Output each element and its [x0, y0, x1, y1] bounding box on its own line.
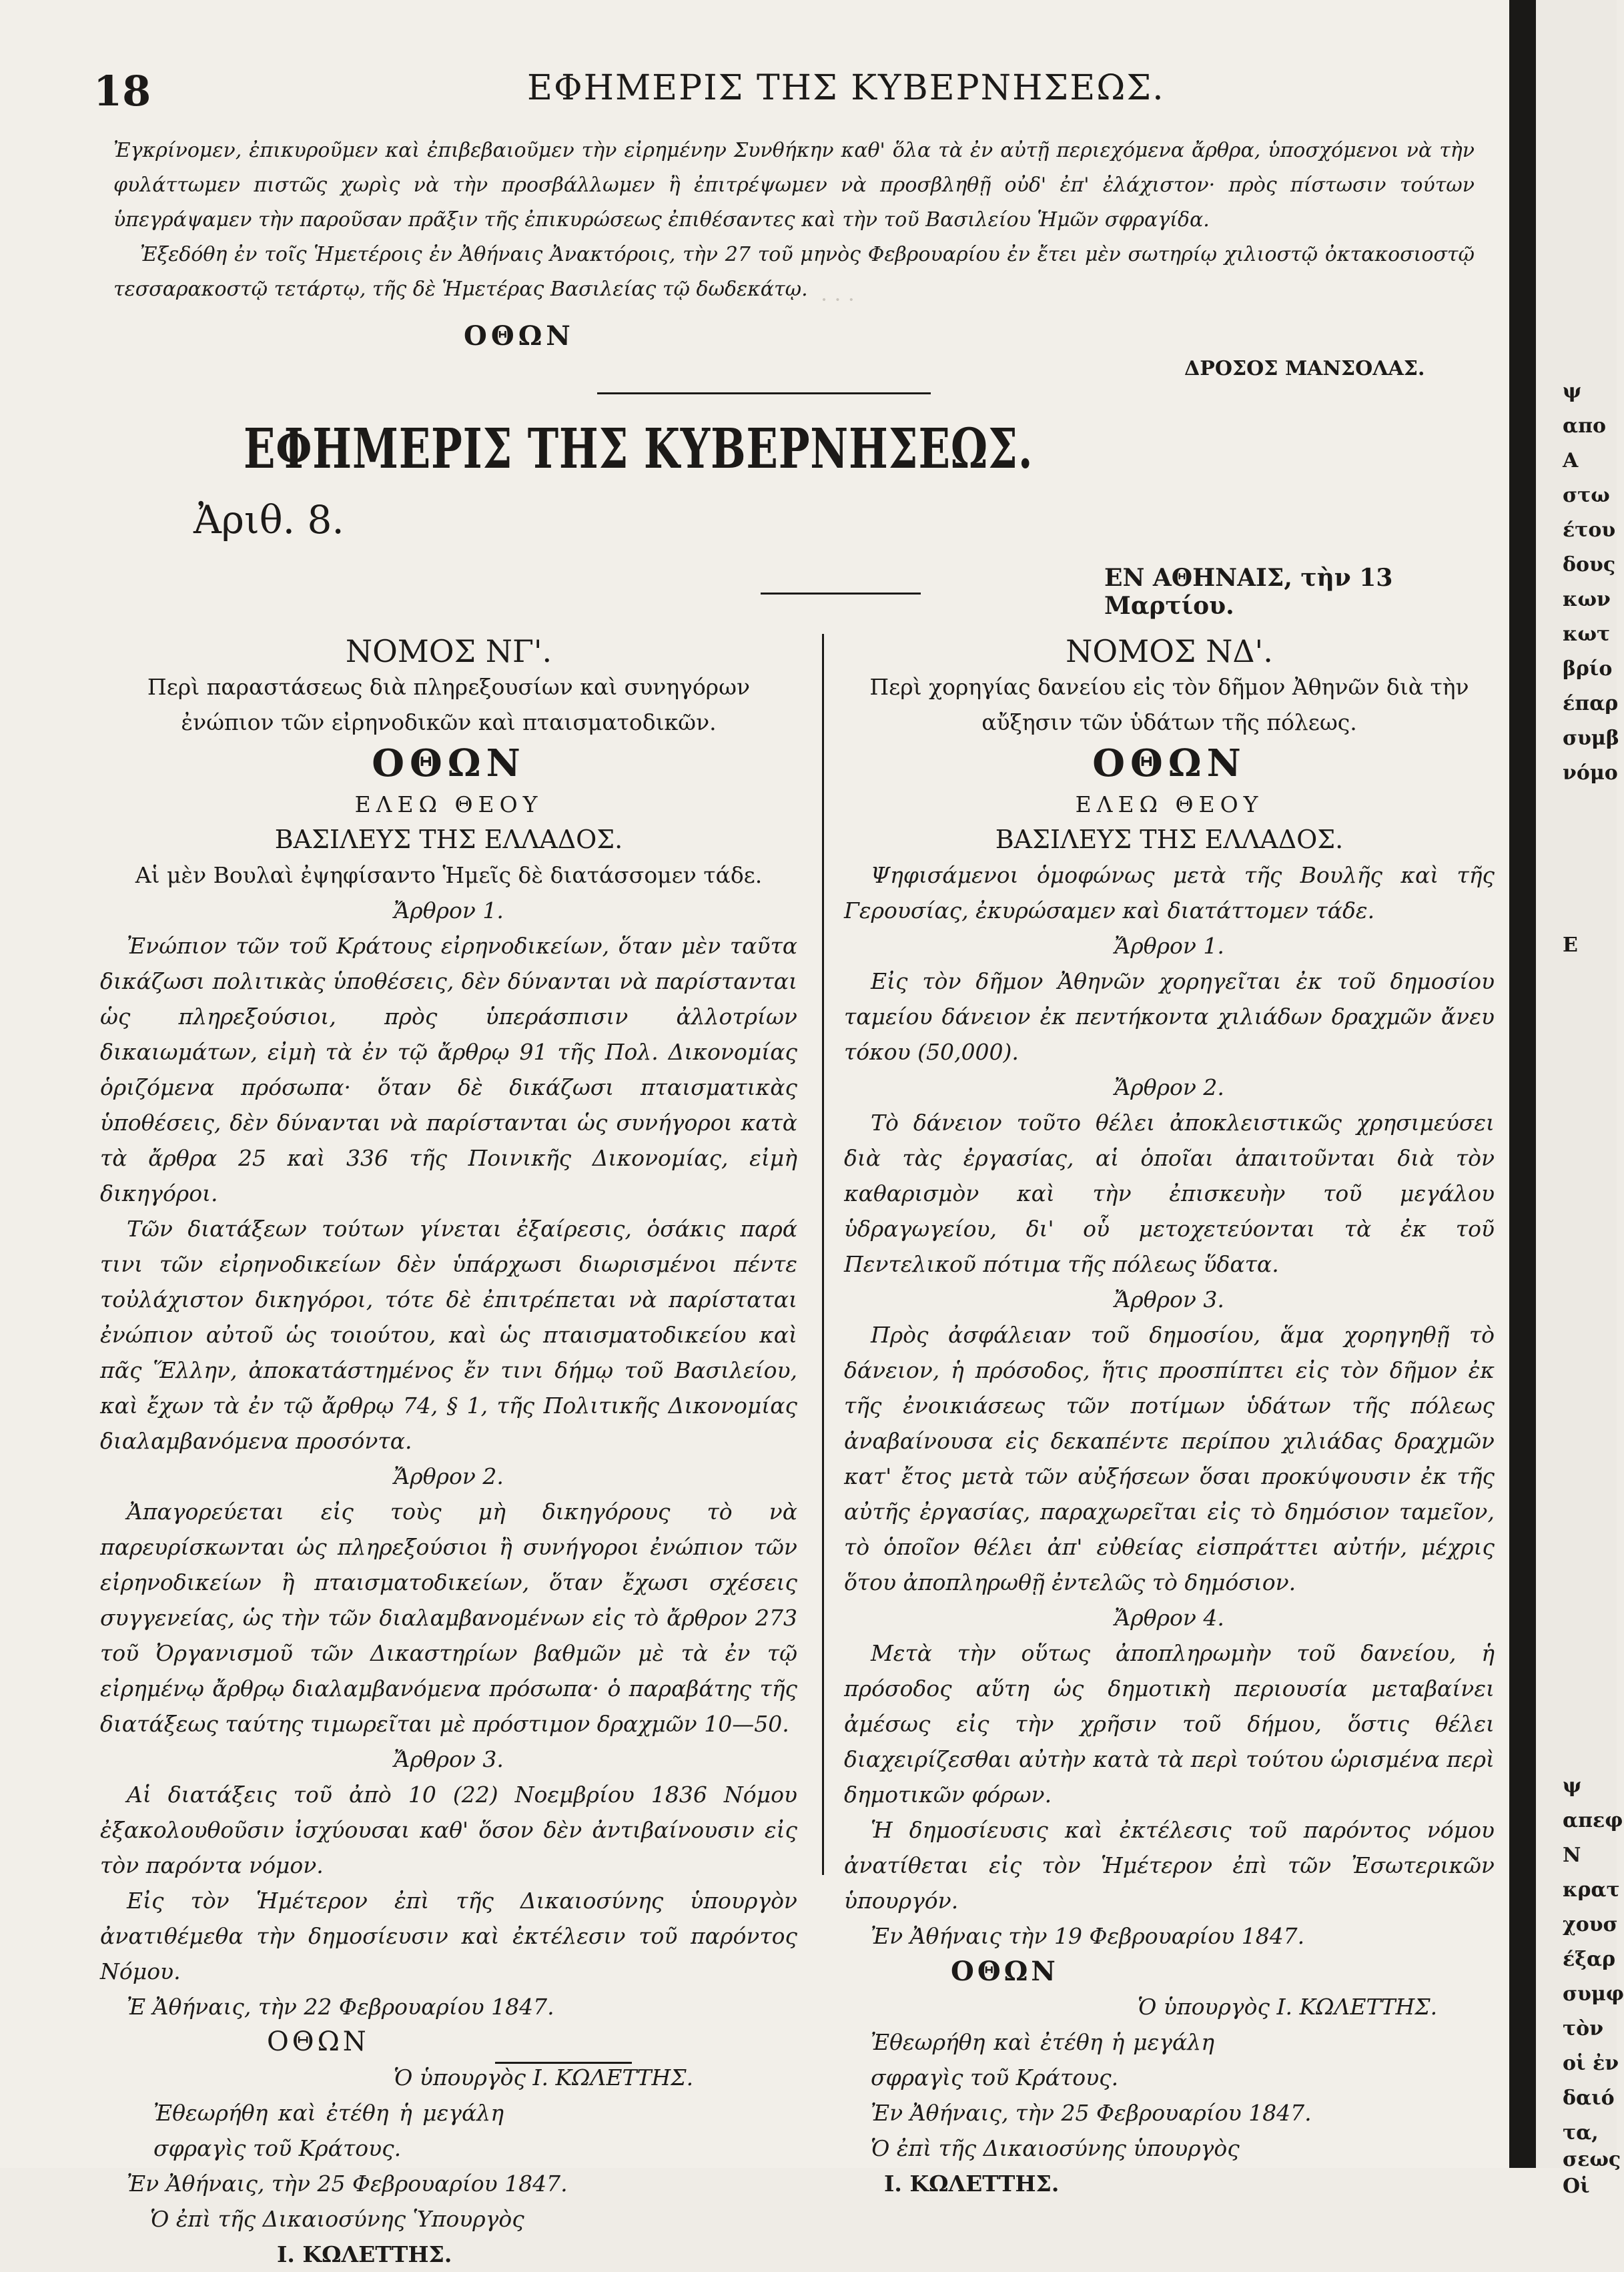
article-text: Τῶν διατάξεων τούτων γίνεται ἐξαίρεσις, ὁσάκις παρά τινι τῶν εἰρηνοδικείων δὲν ὑπάρχωσι διωρισμένοι πέντε τοὐλάχιστον δικηγόροι, τότε δὲ ἐπιτρέπεται νὰ παρίσταται ἐνώπιον αὐτοῦ ὡς τοιούτου, καὶ ὡς πταισματοδικείου καὶ πᾶς Ἕλλην, ἀποκατάστημένος ἔν τινι δήμῳ τοῦ Βασιλείου, καὶ ἔχων τὰ ἐν τῷ ἄρθρῳ 74, § 1, τῆς Πολιτικῆς Δικονομίας διαλαμβανόμενα προσόντα. [100, 1216, 797, 1454]
fragment: κων [1563, 588, 1611, 611]
by-grace-of-god: ΕΛΕΩ ΘΕΟΥ [354, 791, 543, 817]
king-signature: ΟΘΩΝ [464, 320, 574, 352]
fragment: βρίο [1563, 657, 1613, 681]
justice-minister-name: Ι. ΚΩΛΕΤΤΗΣ. [277, 2241, 452, 2267]
fragment: νόμο [1563, 761, 1618, 785]
fragment: έτου [1563, 518, 1616, 542]
signing-date: Ἐ Ἀθήναις, τὴν 22 Φεβρουαρίου 1847. [127, 1994, 554, 2020]
fragment: τὸν [1563, 2017, 1604, 2040]
adjacent-page-edge [1536, 0, 1624, 2198]
fragment: δαιό [1563, 2087, 1615, 2110]
minister-signature: Ὁ ὑπουργὸς Ι. ΚΩΛΕΤΤΗΣ. [1138, 1994, 1438, 2020]
article-text: Εἰς τὸν Ἡμέτερον ἐπὶ τῆς Δικαιοσύνης ὑπουργὸν ἀνατιθέμεθα τὴν δημοσίευσιν καὶ ἐκτέλεσιν τοῦ παρόντος Νόμου. [100, 1888, 797, 1984]
fragment: ψ [1563, 380, 1582, 403]
fragment: οἱ ἐν [1563, 2052, 1619, 2075]
column-divider [822, 634, 824, 1875]
end-rule [495, 2062, 632, 2064]
masthead-divider [761, 593, 921, 595]
issue-number: Ἀριθ. 8. [193, 497, 344, 542]
law-53-column [100, 634, 797, 2272]
law-subtitle: Περὶ χορηγίας δανείου εἰς τὸν δῆμον Ἀθηνῶν διὰ τὴν αὔξησιν τῶν ὑδάτων τῆς πόλεως. [869, 674, 1469, 735]
page-number: 18 [93, 67, 151, 115]
article-heading: Ἄρθρον 3. [1114, 1286, 1224, 1312]
fragment: Ε [1563, 933, 1578, 957]
law-title: ΝΟΜΟΣ ΝΓ'. [345, 633, 552, 669]
fragment: Οἱ [1563, 2175, 1590, 2198]
ratification-paragraph: Ἐγκρίνομεν, ἐπικυροῦμεν καὶ ἐπιβεβαιοῦμεν τὴν εἰρημένην Συνθήκην καθ' ὅλα τὰ ἐν αὐτῇ περιεχόμενα ἄρθρα, ὑποσχόμενοι νὰ τὴν φυλάττωμεν πιστῶς χωρὶς νὰ τὴν προσβάλλωμεν ἢ ἐπιτρέψωμεν νὰ προσβληθῇ οὐδ' ἐπ' ἐλάχιστον· πρὸς πίστωσιν τούτων ὑπεγράψαμεν τὴν παροῦσαν πρᾶξιν τῆς ἐπικυρώσεως ἐπιθέσαντες καὶ τὴν τοῦ Βασιλείου Ἡμῶν σφραγίδα. [113, 139, 1475, 232]
article-heading: Ἄρθρον 2. [1114, 1074, 1224, 1100]
king-name: ΟΘΩΝ [372, 741, 526, 785]
fragment: ψ [1563, 1774, 1582, 1798]
bleed-through-text: · · · [821, 287, 855, 312]
fragment: συμβ [1563, 727, 1619, 750]
issuance-paragraph: Ἐξεδόθη ἐν τοῖς Ἡμετέροις ἐν Ἀθήναις Ἀνακτόροις, τὴν 27 τοῦ μηνὸς Φεβρουαρίου ἐν ἔτει μὲν σωτηρίῳ χιλιοστῷ ὀκτακοσιοστῷ τεσσαρακοστῷ τετάρτῳ, τῆς δὲ Ἡμετέρας Βασιλείας τῷ δωδεκάτῳ. [113, 243, 1475, 301]
king-title: ΒΑΣΙΛΕΥΣ ΤΗΣ ΕΛΛΑΔΟΣ. [995, 825, 1344, 854]
enacting-clause: Ψηφισάμενοι ὁμοφώνως μετὰ τῆς Βουλῆς καὶ τῆς Γερουσίας, ἐκυρώσαμεν καὶ διατάττομεν τάδε. [844, 862, 1495, 923]
justice-minister-title: Ὁ ἐπὶ τῆς Δικαιοσύνης ὑπουργὸς [871, 2135, 1240, 2161]
section-divider [597, 392, 931, 394]
masthead-title: ΕΦΗΜΕΡΙΣ ΤΗΣ ΚΥΒΕΡΝΗΣΕΩΣ. [244, 417, 1034, 481]
seal-note: Ἐθεωρήθη καὶ ἐτέθη ἡ μεγάλη σφραγὶς τοῦ Κράτους. [871, 2029, 1214, 2091]
fragment: κρατ [1563, 1878, 1620, 1902]
justice-minister-title: Ὁ ἐπὶ τῆς Δικαιοσύνης Ὑπουργὸς [150, 2206, 524, 2232]
fragment: Ν [1563, 1844, 1581, 1867]
minister-signature: Ὁ ὑπουργὸς Ι. ΚΩΛΕΤΤΗΣ. [394, 2064, 694, 2091]
article-text: Ἀπαγορεύεται εἰς τοὺς μὴ δικηγόρους τὸ νὰ παρευρίσκωνται ὡς πληρεξούσιοι ἢ συνήγοροι ἐνώπιον τῶν εἰρηνοδικείων ἢ πταισματοδικείων, ὅταν ἔχωσι σχέσεις συγγενείας, ὡς τὴν τῶν διαλαμβανομένων εἰς τὸ ἄρθρον 273 τοῦ Ὀργανισμοῦ τῶν Δικαστηρίων βαθμῶν μὲ τὰ ἐν τῷ εἰρημένῳ ἄρθρῳ διαλαμβανόμενα πρόσωπα· ὁ παραβάτης τῆς διατάξεως ταύτης τιμωρεῖται μὲ πρόστιμον δραχμῶν 10—50. [100, 1499, 797, 1737]
issue-date: ΕΝ ΑΘΗΝΑΙΣ, τὴν 13 Μαρτίου. [1104, 564, 1393, 620]
king-title: ΒΑΣΙΛΕΥΣ ΤΗΣ ΕΛΛΑΔΟΣ. [274, 825, 623, 854]
article-heading: Ἄρθρον 2. [394, 1463, 504, 1489]
article-heading: Ἄρθρον 1. [1114, 933, 1224, 959]
running-header: ΕΦΗΜΕΡΙΣ ΤΗΣ ΚΥΒΕΡΝΗΣΕΩΣ. [527, 68, 1165, 108]
article-text: Μετὰ τὴν οὕτως ἀποπληρωμὴν τοῦ δανείου, ἡ πρόσοδος αὕτη ὡς δημοτικὴ περιουσία μεταβαίνει ἀμέσως εἰς τὴν χρῆσιν τοῦ δήμου, ὅστις θέλει διαχειρίζεσθαι αὐτὴν κατὰ τὰ περὶ τούτου ὡρισμένα περὶ δημοτικῶν φόρων. [844, 1640, 1495, 1808]
law-54-column [844, 634, 1495, 2201]
article-text: Πρὸς ἀσφάλειαν τοῦ δημοσίου, ἅμα χορηγηθῇ τὸ δάνειον, ἡ πρόσοδος, ἥτις προσπίπτει εἰς τὸν δῆμον ἐκ τῆς ἐνοικιάσεως τῶν ποτίμων ὑδάτων τῆς πόλεως ἀναβαίνουσα εἰς δεκαπέντε περίπου χιλιάδας δραχμῶν κατ' ἔτος μετὰ τῶν αὐξήσεων ὅσαι προκύψουσιν ἐκ τῆς αὐτῆς ἐργασίας, παραχωρεῖται εἰς τὸ δημόσιον ταμεῖον, τὸ ὁποῖον θέλει ἀπ' εὐθείας εἰσπράττει αὐτήν, μέχρις ὅτου ἀποπληρωθῇ ἐντελῶς τὸ δημόσιον. [844, 1322, 1495, 1595]
fragment: συμφ [1563, 1982, 1624, 2006]
ratification-text [113, 133, 1475, 307]
article-text: Ἡ δημοσίευσις καὶ ἐκτέλεσις τοῦ παρόντος νόμου ἀνατίθεται εἰς τὸν Ἡμέτερον ἐπὶ τῶν Ἐσωτερικῶν ὑπουργόν. [844, 1817, 1495, 1914]
article-heading: Ἄρθρον 4. [1114, 1605, 1224, 1631]
king-name: ΟΘΩΝ [1092, 741, 1246, 785]
seal-date: Ἐν Ἀθήναις, τὴν 25 Φεβρουαρίου 1847. [871, 2100, 1312, 2126]
law-subtitle: Περὶ παραστάσεως διὰ πληρεξουσίων καὶ συνηγόρων ἐνώπιον τῶν εἰρηνοδικῶν καὶ πταισματοδικῶν. [147, 674, 751, 735]
seal-date: Ἐν Ἀθήναις, τὴν 25 Φεβρουαρίου 1847. [127, 2171, 568, 2197]
justice-minister-name: Ι. ΚΩΛΕΤΤΗΣ. [884, 2171, 1060, 2197]
book-gutter [1509, 0, 1536, 2168]
minister-signature: ΔΡΟΣΟΣ ΜΑΝΣΟΛΑΣ. [1184, 357, 1425, 380]
enacting-clause: Αἱ μὲν Βουλαὶ ἐψηφίσαντο Ἡμεῖς δὲ διατάσσομεν τάδε. [135, 862, 763, 888]
fragment: απο [1563, 414, 1607, 438]
king-signature: ΟΘΩΝ [267, 2026, 370, 2057]
fragment: σεως [1563, 2148, 1621, 2171]
fragment: έξαρ [1563, 1948, 1616, 1971]
article-text: Εἰς τὸν δῆμον Ἀθηνῶν χορηγεῖται ἐκ τοῦ δημοσίου ταμείου δάνειον ἐκ πεντήκοντα χιλιάδων δραχμῶν ἄνευ τόκου (50,000). [844, 968, 1495, 1065]
article-heading: Ἄρθρον 3. [394, 1746, 504, 1772]
fragment: δους [1563, 553, 1616, 577]
law-title: ΝΟΜΟΣ ΝΔ'. [1066, 633, 1273, 669]
fragment: κωτ [1563, 623, 1611, 646]
article-text: Ἐνώπιον τῶν τοῦ Κράτους εἰρηνοδικείων, ὅταν μὲν ταῦτα δικάζωσι πολιτικὰς ὑποθέσεις, δὲν δύνανται νὰ παρίστανται ὡς πληρεξούσιοι, πρὸς ὑπεράσπισιν ἀλλοτρίων δικαιωμάτων, εἰμὴ τὰ ἐν τῷ ἄρθρῳ 91 τῆς Πολ. Δικονομίας ὁριζόμενα πρόσωπα· ὅταν δὲ δικάζωσι πταισματικὰς ὑποθέσεις, δὲν δύνανται νὰ παρίστανται ὡς συνήγοροι κατὰ τὰ ἄρθρα 25 καὶ 336 τῆς Ποινικῆς Δικονομίας, εἰμὴ δικηγόροι. [100, 933, 797, 1206]
seal-note: Ἐθεωρήθη καὶ ἐτέθη ἡ μεγάλη σφραγὶς τοῦ Κράτους. [153, 2100, 504, 2161]
article-text: Αἱ διατάξεις τοῦ ἀπὸ 10 (22) Νοεμβρίου 1836 Νόμου ἐξακολουθοῦσιν ἰσχύουσαι καθ' ὅσον δὲν ἀντιβαίνουσιν εἰς τὸν παρόντα νόμον. [100, 1782, 797, 1878]
signing-date: Ἐν Ἀθήναις τὴν 19 Φεβρουαρίου 1847. [871, 1923, 1305, 1949]
fragment: στω [1563, 484, 1610, 507]
fragment: Α [1563, 449, 1579, 472]
article-text: Τὸ δάνειον τοῦτο θέλει ἀποκλειστικῶς χρησιμεύσει διὰ τὰς ἐργασίας, αἱ ὁποῖαι ἀπαιτοῦνται διὰ τὸν καθαρισμὸν καὶ τὴν ἐπισκευὴν τοῦ μεγάλου ὑδραγωγείου, δι' οὗ μετοχετεύονται τὰ ἐκ τοῦ Πεντελικοῦ πότιμα τῆς πόλεως ὕδατα. [844, 1110, 1495, 1277]
king-signature: ΟΘΩΝ [951, 1956, 1059, 1987]
fragment: απεφ [1563, 1809, 1623, 1832]
fragment: τα, [1563, 2121, 1599, 2145]
by-grace-of-god: ΕΛΕΩ ΘΕΟΥ [1075, 791, 1264, 817]
article-heading: Ἄρθρον 1. [394, 897, 504, 923]
fragment: έπαρ [1563, 692, 1619, 715]
fragment: χουσ [1563, 1913, 1618, 1936]
